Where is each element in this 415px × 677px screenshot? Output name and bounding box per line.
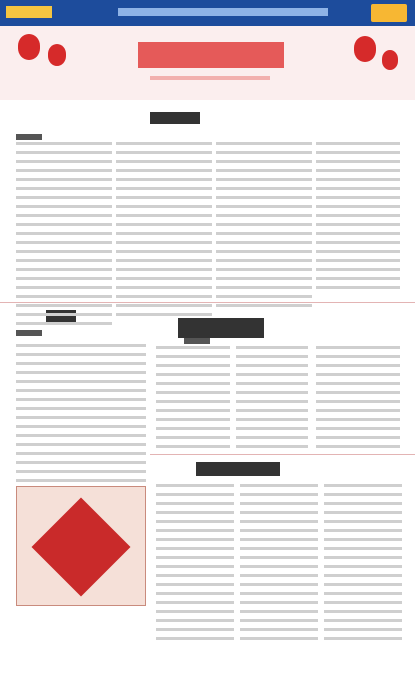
byline [184, 338, 210, 344]
byline [16, 134, 42, 140]
section-4-title [196, 462, 280, 476]
masthead-logo [6, 6, 52, 18]
article-column [156, 484, 234, 646]
article-column [324, 484, 402, 646]
article-column [316, 346, 400, 454]
top-bar [0, 0, 415, 26]
page-title [138, 42, 284, 68]
article-column [316, 142, 400, 295]
lantern-icon [48, 44, 66, 66]
page-number [371, 4, 407, 22]
section-1-title [150, 112, 200, 124]
article-column [156, 346, 230, 454]
lantern-icon [382, 50, 398, 70]
lantern-icon [18, 34, 40, 60]
title-underline [150, 76, 270, 80]
article-column [240, 484, 318, 646]
article-column [16, 344, 146, 488]
issue-info [118, 8, 328, 16]
article-column [236, 346, 308, 454]
lantern-icon [354, 36, 376, 62]
divider [0, 302, 415, 303]
article-column [216, 142, 312, 313]
article-column [116, 142, 212, 322]
divider [150, 454, 415, 455]
